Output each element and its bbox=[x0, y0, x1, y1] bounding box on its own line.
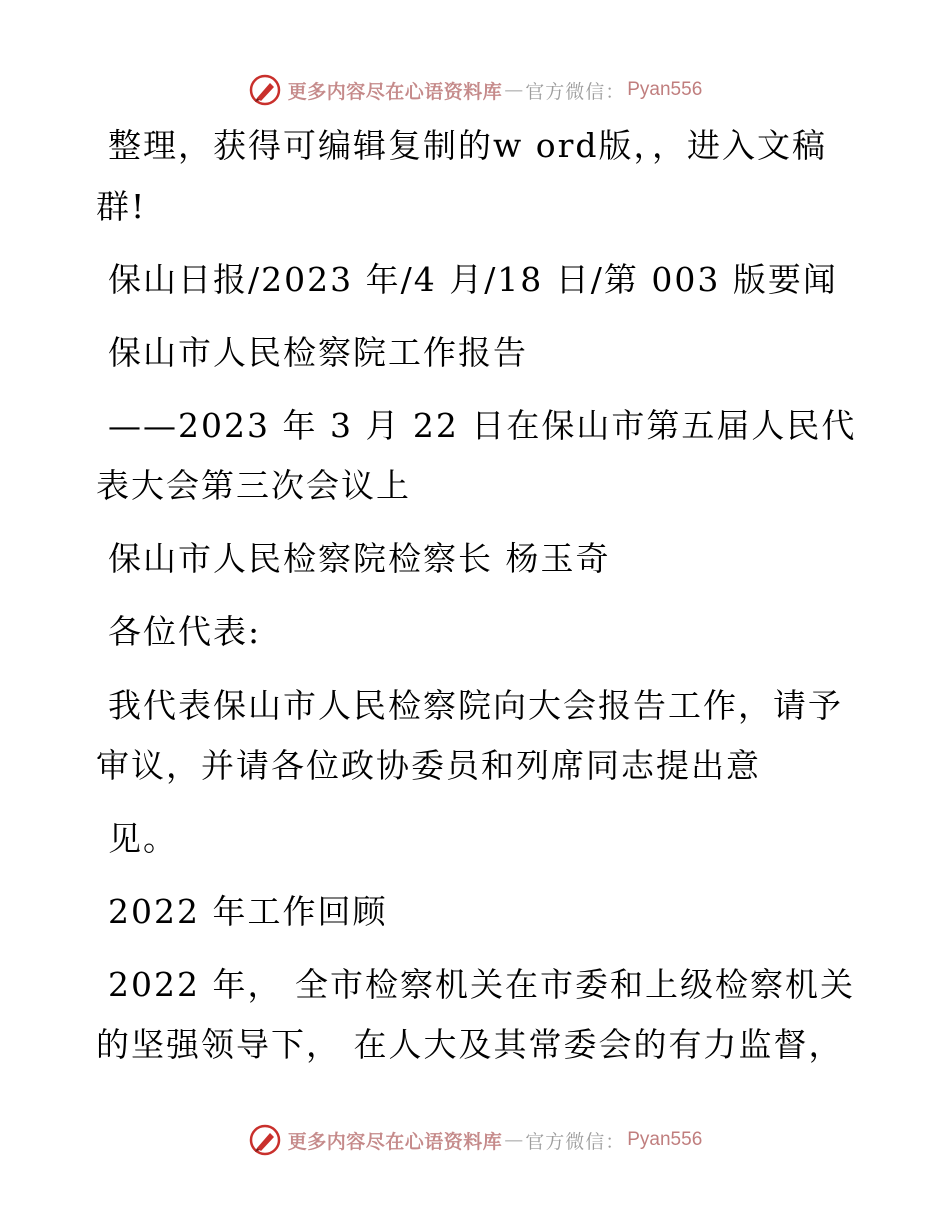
wechat-id: Pyan556 bbox=[627, 1129, 703, 1150]
watermark-dash: — bbox=[504, 1129, 524, 1151]
doc-line-10: 审议，并请各位政协委员和列席同志提出意 bbox=[96, 746, 761, 785]
doc-line-13: 2022 年， 全市检察机关在市委和上级检察机关 bbox=[108, 965, 855, 1004]
doc-line-14: 的坚强领导下， 在人大及其常委会的有力监督， bbox=[96, 1025, 844, 1064]
pen-logo-icon bbox=[248, 73, 282, 107]
doc-line-11: 见。 bbox=[108, 819, 178, 858]
doc-line-7: 保山市人民检察院检察长 杨玉奇 bbox=[108, 539, 611, 578]
wechat-label: 官方微信： bbox=[525, 1130, 626, 1153]
doc-line-6: 表大会第三次会议上 bbox=[96, 466, 411, 505]
doc-line-2: 群! bbox=[96, 187, 147, 226]
doc-line-4: 保山市人民检察院工作报告 bbox=[108, 333, 528, 372]
watermark-dash: — bbox=[504, 79, 524, 101]
watermark-text: 更多内容尽在心语资料库 bbox=[287, 1130, 503, 1153]
pen-logo-icon bbox=[248, 1123, 282, 1157]
doc-line-8: 各位代表: bbox=[108, 612, 262, 651]
doc-line-9: 我代表保山市人民检察院向大会报告工作，请予 bbox=[108, 686, 843, 725]
doc-line-12: 2022 年工作回顾 bbox=[108, 892, 388, 931]
wechat-label: 官方微信： bbox=[525, 80, 626, 103]
doc-line-5: ——2023 年 3 月 22 日在保山市第五届人民代 bbox=[108, 406, 857, 445]
doc-line-1: 整理，获得可编辑复制的w ord版，，进入文稿 bbox=[108, 126, 828, 165]
footer-watermark bbox=[0, 1120, 950, 1160]
watermark-text: 更多内容尽在心语资料库 bbox=[287, 80, 503, 103]
wechat-id: Pyan556 bbox=[627, 79, 703, 100]
header-watermark bbox=[0, 70, 950, 110]
doc-line-3: 保山日报/2023 年/4 月/18 日/第 003 版要闻 bbox=[108, 260, 838, 299]
